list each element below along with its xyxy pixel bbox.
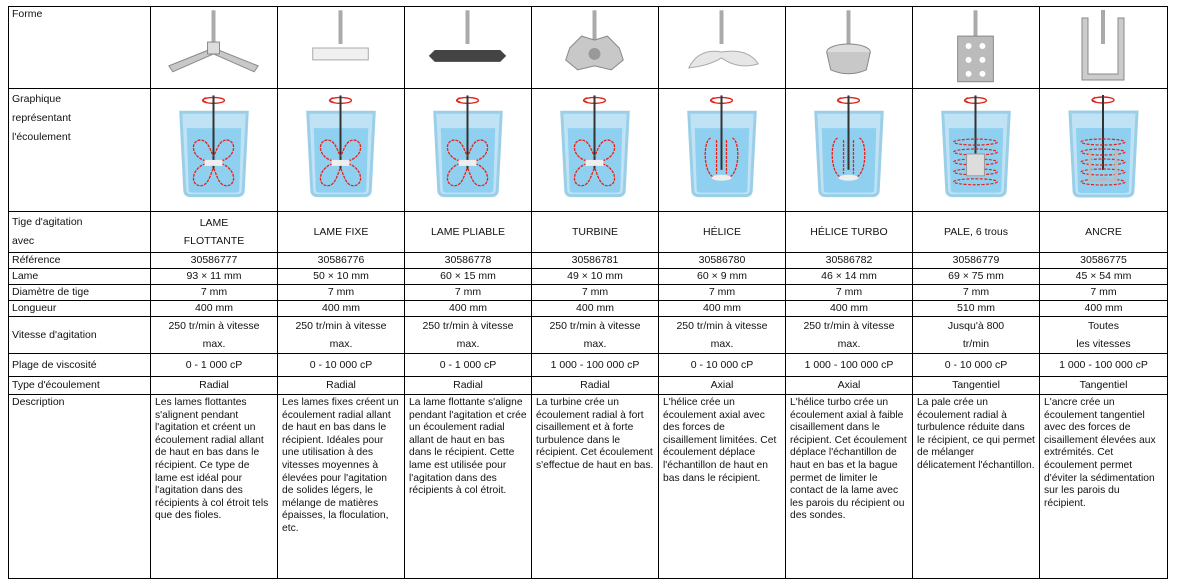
diametre-cell: 7 mm [151,285,278,301]
diametre-cell: 7 mm [405,285,532,301]
lame-cell: 46 × 14 mm [786,269,913,285]
vitesse-cell: 250 tr/min à vitesse max. [786,317,913,354]
longueur-cell: 400 mm [151,301,278,317]
description-cell: L'hélice turbo crée un écoulement axial à faible cisaillement dans le récipient. Cet écoulement déplace l'échantillon de haut en bas et la bague permet de limiter le contact de la lame avec les parois du récipient ou des sondes. [786,395,913,579]
row-label-reference: Référence [9,253,151,269]
row-label-tige: Tige d'agitation avec [9,212,151,253]
tige-cell: TURBINE [532,212,659,253]
reference-cell: 30586776 [278,253,405,269]
lame-cell: 69 × 75 mm [913,269,1040,285]
description-cell: L'ancre crée un écoulement tangentiel avec des forces de cisaillement élevées aux extrémités. Cet écoulement permet d'éviter la sédimentation sur les parois du récipient. [1040,395,1168,579]
vitesse-cell: Jusqu'à 800 tr/min [913,317,1040,354]
longueur-cell: 400 mm [659,301,786,317]
tige-cell: LAME PLIABLE [405,212,532,253]
row-tige [9,212,1168,253]
row-vitesse [9,317,1168,354]
type-cell: Tangentiel [913,377,1040,395]
plage-cell: 1 000 - 100 000 cP [1040,354,1168,377]
description-cell: La turbine crée un écoulement radial à fort cisaillement et à forte turbulence dans le récipient. Cet écoulement s'effectue de haut en bas. [532,395,659,579]
diametre-cell: 7 mm [278,285,405,301]
row-label-description: Description [9,395,151,579]
row-label-graphique: Graphique représentant l'écoulement [9,89,151,212]
plage-cell: 1 000 - 100 000 cP [786,354,913,377]
tige-cell: HÉLICE TURBO [786,212,913,253]
longueur-cell: 510 mm [913,301,1040,317]
plage-cell: 1 000 - 100 000 cP [532,354,659,377]
row-graphique [9,89,1168,212]
description-cell: Les lames flottantes s'alignent pendant l'agitation et créent un écoulement radial allant de haut en bas dans le récipient. Ce type de lame est idéal pour l'agitation dans des récipients à col étroit tels que des fioles. [151,395,278,579]
row-longueur [9,301,1168,317]
lame-cell: 49 × 10 mm [532,269,659,285]
longueur-cell: 400 mm [532,301,659,317]
reference-cell: 30586781 [532,253,659,269]
tige-cell: LAME FIXE [278,212,405,253]
description-cell: L'hélice crée un écoulement axial avec des forces de cisaillement limitées. Cet écoulement déplace l'échantillon de haut en bas dans le récipient. [659,395,786,579]
radial-flow-icon [405,89,532,212]
row-plage [9,354,1168,377]
vitesse-cell: 250 tr/min à vitesse max. [532,317,659,354]
type-cell: Radial [532,377,659,395]
plage-cell: 0 - 10 000 cP [278,354,405,377]
reference-cell: 30586778 [405,253,532,269]
row-label-vitesse: Vitesse d'agitation [9,317,151,354]
reference-cell: 30586780 [659,253,786,269]
diametre-cell: 7 mm [913,285,1040,301]
vitesse-cell: 250 tr/min à vitesse max. [151,317,278,354]
anchor-icon [1040,7,1168,89]
tige-cell: LAME FLOTTANTE [151,212,278,253]
row-description [9,395,1168,579]
type-cell: Radial [405,377,532,395]
paddle-icon [913,7,1040,89]
turbo-propeller-icon [786,7,913,89]
lame-cell: 93 × 11 mm [151,269,278,285]
impeller-comparison-table [8,6,1168,579]
lame-cell: 60 × 15 mm [405,269,532,285]
lame-cell: 50 × 10 mm [278,269,405,285]
row-label-lame: Lame [9,269,151,285]
diametre-cell: 7 mm [659,285,786,301]
diametre-cell: 7 mm [1040,285,1168,301]
radial-flow-icon [151,89,278,212]
row-label-longueur: Longueur [9,301,151,317]
type-cell: Tangentiel [1040,377,1168,395]
longueur-cell: 400 mm [1040,301,1168,317]
row-lame [9,269,1168,285]
row-reference [9,253,1168,269]
type-cell: Axial [786,377,913,395]
plage-cell: 0 - 1 000 cP [151,354,278,377]
axial-flow-icon [659,89,786,212]
row-label-plage: Plage de viscosité [9,354,151,377]
row-forme [9,7,1168,89]
type-cell: Radial [278,377,405,395]
type-cell: Radial [151,377,278,395]
reference-cell: 30586775 [1040,253,1168,269]
longueur-cell: 400 mm [278,301,405,317]
row-label-diametre: Diamètre de tige [9,285,151,301]
vitesse-cell: 250 tr/min à vitesse max. [659,317,786,354]
vitesse-cell: 250 tr/min à vitesse max. [278,317,405,354]
reference-cell: 30586777 [151,253,278,269]
lame-cell: 45 × 54 mm [1040,269,1168,285]
description-cell: La lame flottante s'aligne pendant l'agitation et crée un écoulement radial allant de haut en bas dans le récipient. Cette lame est utilisée pour l'agitation dans des récipients à col étroit. [405,395,532,579]
tangential-flow-icon [1040,89,1168,212]
reference-cell: 30586779 [913,253,1040,269]
radial-flow-icon [532,89,659,212]
diametre-cell: 7 mm [786,285,913,301]
row-type [9,377,1168,395]
longueur-cell: 400 mm [405,301,532,317]
tangential-flow-icon [913,89,1040,212]
diametre-cell: 7 mm [532,285,659,301]
vitesse-cell: Toutes les vitesses [1040,317,1168,354]
description-cell: Les lames fixes créent un écoulement radial allant de haut en bas dans le récipient. Idéales pour une utilisation à des vitesses moyennes à élevées pour l'agitation de solides légers, le mélange de matières épaisses, la floculation, etc. [278,395,405,579]
reference-cell: 30586782 [786,253,913,269]
description-cell: La pale crée un écoulement radial à turbulence réduite dans le récipient, ce qui permet de mélanger délicatement l'échantillon. [913,395,1040,579]
turbine-icon [532,7,659,89]
folding-blade-icon [405,7,532,89]
tige-cell: ANCRE [1040,212,1168,253]
plage-cell: 0 - 10 000 cP [913,354,1040,377]
radial-flow-icon [278,89,405,212]
lame-cell: 60 × 9 mm [659,269,786,285]
type-cell: Axial [659,377,786,395]
plage-cell: 0 - 1 000 cP [405,354,532,377]
floating-blade-icon [151,7,278,89]
plage-cell: 0 - 10 000 cP [659,354,786,377]
tige-cell: PALE, 6 trous [913,212,1040,253]
propeller-icon [659,7,786,89]
row-diametre [9,285,1168,301]
fixed-blade-icon [278,7,405,89]
vitesse-cell: 250 tr/min à vitesse max. [405,317,532,354]
row-label-forme: Forme [9,7,151,89]
axial-flow-icon [786,89,913,212]
tige-cell: HÉLICE [659,212,786,253]
longueur-cell: 400 mm [786,301,913,317]
row-label-type: Type d'écoulement [9,377,151,395]
